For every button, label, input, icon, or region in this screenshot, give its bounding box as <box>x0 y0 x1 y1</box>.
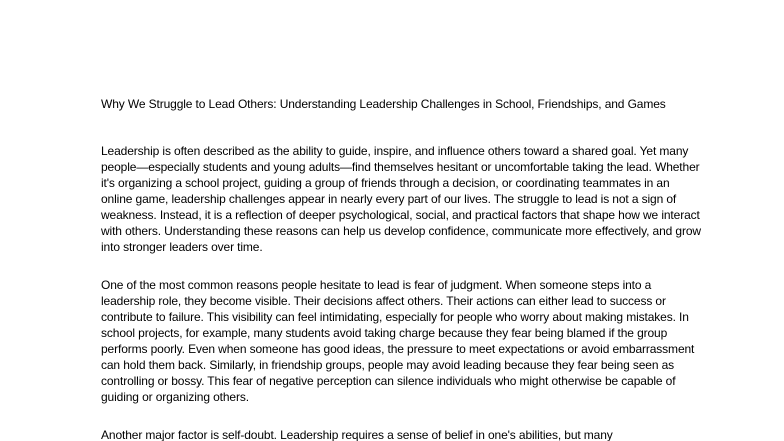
paragraph-fear-of-judgment: One of the most common reasons people hesitate to lead is fear of judgment. When someone steps into a leadership role, they become visible. Their decisions affect others. Their actions can either lead to success or contribute to failure. This visibility can feel intimidating, especially for people who worry about making mistakes. In school projects, for example, many students avoid taking charge because they fear being blamed if the group performs poorly. Even when someone has good ideas, the pressure to meet expectations or avoid embarrassment can hold them back. Similarly, in friendship groups, people may avoid leading because they fear being seen as controlling or bossy. This fear of negative perception can silence individuals who might otherwise be capable of guiding or organizing others. <box>101 278 695 404</box>
document-body <box>101 96 701 441</box>
paragraph-introduction: Leadership is often described as the ability to guide, inspire, and influence others toward a shared goal. Yet many people—especially students and young adults—find themselves hesitant or uncomfortable taking the lead. Whether it's organizing a school project, guiding a group of friends through a decision, or coordinating teammates in an online game, leadership challenges appear in nearly every part of our lives. The struggle to lead is not a sign of weakness. Instead, it is a reflection of deeper psychological, social, and practical factors that shape how we interact with others. Understanding these reasons can help us develop confidence, communicate more effectively, and grow into stronger leaders over time. <box>101 144 701 254</box>
document-title: Why We Struggle to Lead Others: Understanding Leadership Challenges in School, Friendships, and Games <box>101 97 666 111</box>
paragraph-self-doubt: Another major factor is self-doubt. Leadership requires a sense of belief in one's abilities, but many <box>101 428 613 441</box>
